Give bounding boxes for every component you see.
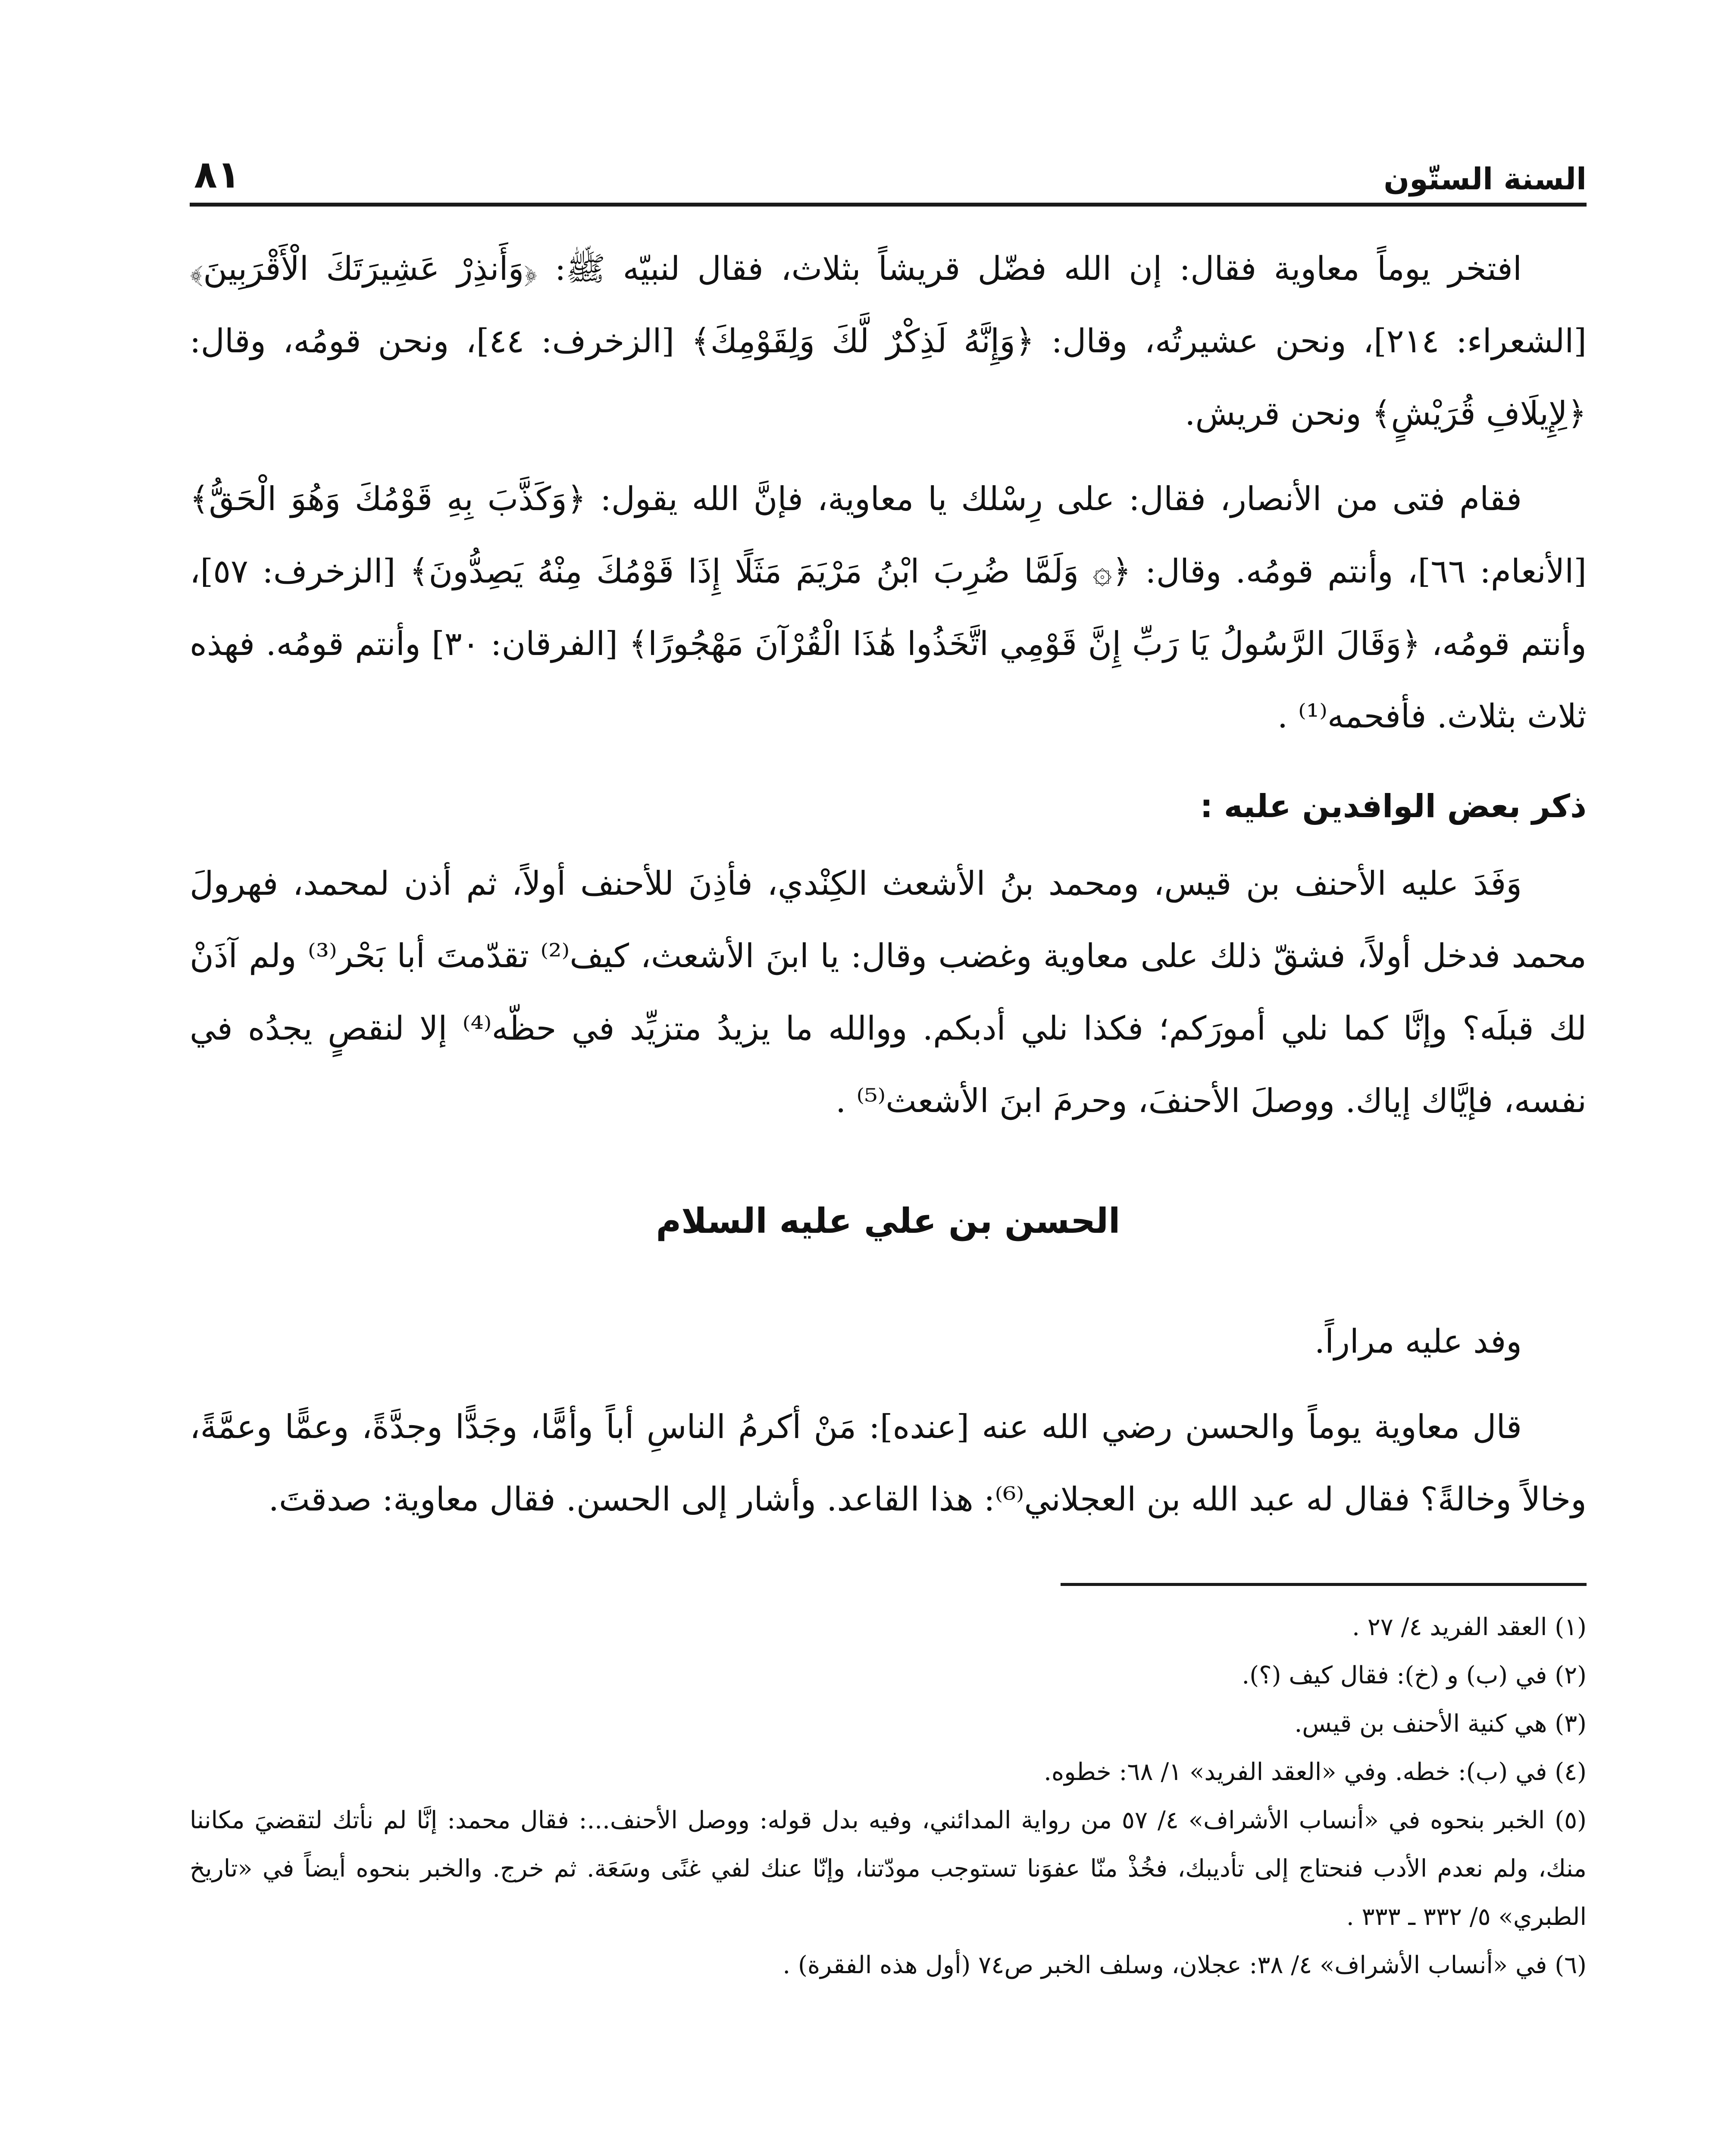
footnote-6: (٦) في «أنساب الأشراف» ٤/ ٣٨: عجلان، وسلف الخبر ص٧٤ (أول هذه الفقرة) .	[782, 1951, 1587, 1979]
footnote-4: (٤) في (ب): خطه. وفي «العقد الفريد» ١/ ٦٨: خطوه.	[1044, 1758, 1587, 1786]
paragraph-ansari-reply: فقام فتى من الأنصار، فقال: على رِسْلك يا معاوية، فإنَّ الله يقول: ﴿وَكَذَّبَ بِهِ قَوْمُكَ وَهُوَ الْحَقُّ﴾ [الأنعام: ٦٦]، وأنتم قومُه. وقال: ﴿۞ وَلَمَّا ضُرِبَ ابْنُ مَرْيَمَ مَثَلًا إِذَا قَوْمُكَ مِنْهُ يَصِدُّونَ﴾ [الزخرف: ٥٧]، وأنتم قومُه، ﴿وَقَالَ الرَّسُولُ يَا رَبِّ إِنَّ قَوْمِي اتَّخَذُوا هَٰذَا الْقُرْآنَ مَهْجُورًا﴾ [الفرقان: ٣٠] وأنتم قومُه. فهذه ثلاث بثلاث. فأفحمه⁽¹⁾ .	[190, 479, 1587, 735]
paragraph-ahnaf-visit: وَفَدَ عليه الأحنف بن قيس، ومحمد بنُ الأشعث الكِنْدي، فأذِنَ للأحنف أولاً، ثم أذن لمحمد، فهرولَ محمد فدخل أولاً، فشقّ ذلك على معاوية وغضب وقال: يا ابنَ الأشعث، كيف⁽²⁾ تقدّمتَ أبا بَحْر⁽³⁾ ولم آذَنْ لك قبلَه؟ وإنَّا كما نلي أمورَكم؛ فكذا نلي أدبكم. ووالله ما يزيدُ متزيِّد في حظّه⁽⁴⁾ إلا لنقصٍ يجدُه في نفسه، فإيَّاك إياك. ووصلَ الأحنفَ، وحرمَ ابنَ الأشعث⁽⁵⁾ .	[190, 864, 1587, 1120]
footnote-3: (٣) هي كنية الأحنف بن قيس.	[1294, 1710, 1587, 1738]
main-text	[190, 232, 1587, 1536]
running-header	[190, 129, 1587, 207]
section-heading: ذكر بعض الوافدين عليه :	[1200, 788, 1587, 825]
running-title: السنة الستّون	[1383, 161, 1587, 197]
footnotes	[190, 1603, 1587, 1990]
paragraph-visited-often: وفد عليه مراراً.	[1314, 1322, 1522, 1360]
footnote-2: (٢) في (ب) و (خ): فقال كيف (؟).	[1242, 1661, 1587, 1689]
page-number: ٨١	[194, 152, 241, 197]
paragraph-hasan-lineage: قال معاوية يوماً والحسن رضي الله عنه [عنده]: مَنْ أكرمُ الناسِ أباً وأمًّا، وجَدًّا وجدَّةً، وعمًّا وعمَّةً، وخالاً وخالةً؟ فقال له عبد الله بن العجلاني⁽⁶⁾: هذا القاعد. وأشار إلى الحسن. فقال معاوية: صدقتَ.	[190, 1407, 1587, 1518]
book-page	[190, 129, 1587, 2156]
footnote-1: (١) العقد الفريد ٤/ ٢٧ .	[1352, 1613, 1587, 1641]
footnote-divider	[1061, 1583, 1587, 1586]
footnote-5: (٥) الخبر بنحوه في «أنساب الأشراف» ٤/ ٥٧ من رواية المدائني، وفيه بدل قوله: ووصل الأحنف...: فقال محمد: إنَّا لم نأتك لتقضيَ مكاننا منك، ولم نعدم الأدب فنحتاج إلى تأديبك، فخُذْ منّا عفوَنا تستوجب مودّتنا، وإنّا عنك لفي غنًى وسَعَة. ثم خرج. والخبر بنحوه أيضاً في «تاريخ الطبري» ٥/ ٣٣٢ ـ ٣٣٣ .	[190, 1806, 1587, 1931]
paragraph-muawiya-boast: افتخر يوماً معاوية فقال: إن الله فضّل قريشاً بثلاث، فقال لنبيّه ﷺ: ﴿وَأَنذِرْ عَشِيرَتَكَ الْأَقْرَبِينَ﴾ [الشعراء: ٢١٤]، ونحن عشيرتُه، وقال: ﴿وَإِنَّهُ لَذِكْرٌ لَّكَ وَلِقَوْمِكَ﴾ [الزخرف: ٤٤]، ونحن قومُه، وقال: ﴿لِإِيلَافِ قُرَيْشٍ﴾ ونحن قريش.	[190, 249, 1587, 432]
chapter-heading: الحسن بن علي عليه السلام	[656, 1201, 1121, 1241]
